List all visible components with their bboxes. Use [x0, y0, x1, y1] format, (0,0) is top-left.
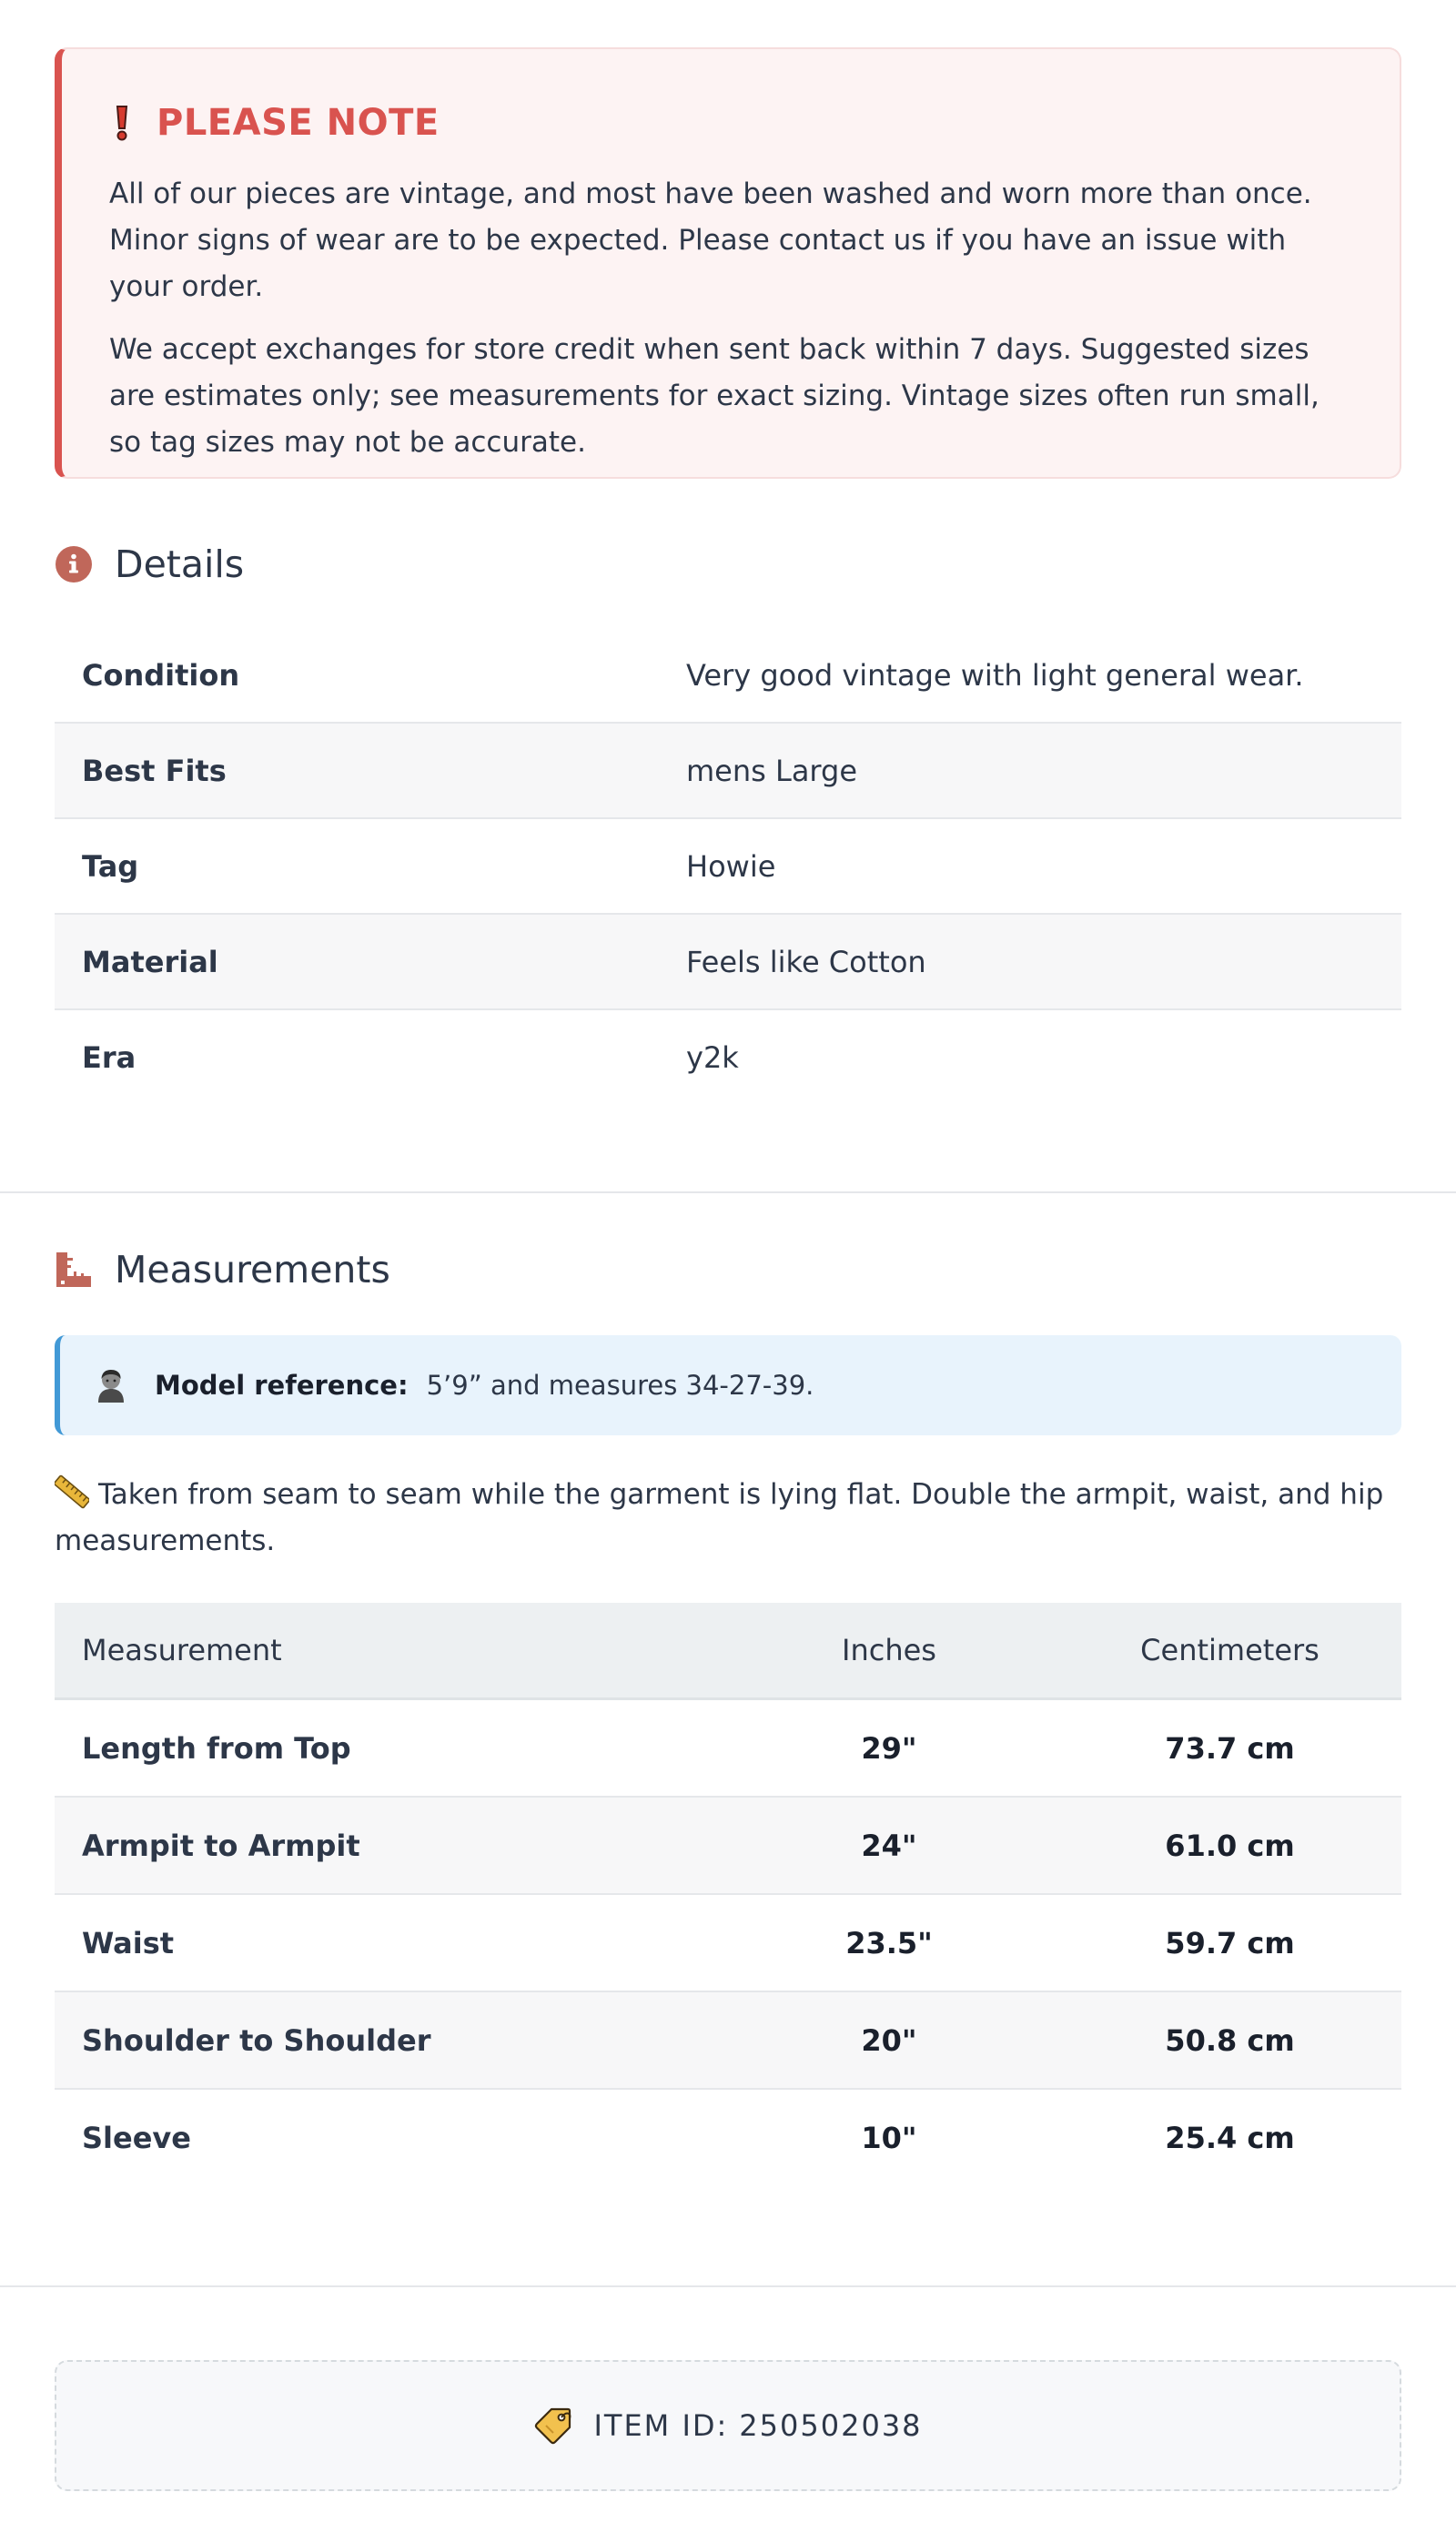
item-id-value: 250502038 — [739, 2408, 923, 2443]
item-id-box — [55, 2360, 1401, 2491]
person-icon — [93, 1367, 129, 1403]
table-row — [55, 1797, 1401, 1894]
measurement-name: Sleeve — [82, 2120, 191, 2155]
measurement-inches: 10" — [861, 2120, 917, 2155]
measurement-cm: 25.4 cm — [1165, 2120, 1295, 2155]
measurement-name: Length from Top — [55, 1699, 720, 1798]
measurement-inches: 23.5" — [720, 1894, 1058, 1991]
exclamation-icon — [109, 103, 135, 143]
model-reference-box — [55, 1335, 1401, 1435]
table-row — [55, 1699, 1401, 1798]
detail-label: Condition — [55, 628, 659, 723]
notice-title: PLEASE NOTE — [157, 102, 440, 144]
measurement-name: Shoulder to Shoulder — [55, 1991, 720, 2089]
measurement-inches: 20" — [720, 1991, 1058, 2089]
details-title: Details — [115, 542, 245, 586]
table-header-row — [55, 1603, 1401, 1699]
column-header: Inches — [720, 1603, 1058, 1699]
measurement-cm: 61.0 cm — [1058, 1797, 1401, 1894]
table-row — [55, 914, 1401, 1009]
notice-paragraph: All of our pieces are vintage, and most have been washed and worn more than once. Minor signs of wear are to be expected. Please contact us if you have an issue with your order. — [109, 177, 1312, 303]
model-reference-text: 5’9” and measures 34-27-39. — [426, 1370, 814, 1401]
measurement-note — [55, 1472, 1401, 1565]
detail-label: Era — [82, 1039, 136, 1075]
detail-label: Best Fits — [55, 723, 659, 818]
measurement-inches: 24" — [720, 1797, 1058, 1894]
ruler-icon — [55, 1474, 89, 1509]
table-row — [55, 1009, 1401, 1104]
section-divider — [0, 1191, 1456, 1193]
column-header: Measurement — [55, 1603, 720, 1699]
measurements-heading — [55, 1248, 1401, 1292]
measurements-title: Measurements — [115, 1248, 390, 1292]
table-row — [55, 723, 1401, 818]
measurement-cm: 73.7 cm — [1058, 1699, 1401, 1798]
detail-value: y2k — [686, 1039, 739, 1075]
section-divider — [0, 2285, 1456, 2287]
detail-value: Very good vintage with light general wear. — [659, 628, 1401, 723]
table-row — [55, 818, 1401, 914]
measurement-cm: 59.7 cm — [1058, 1894, 1401, 1991]
detail-value: Howie — [659, 818, 1401, 914]
detail-value: Feels like Cotton — [659, 914, 1401, 1009]
notice-header — [109, 102, 1352, 144]
details-heading — [55, 542, 1401, 586]
measurements-table — [55, 1603, 1401, 2185]
table-row — [55, 1894, 1401, 1991]
measurement-inches: 29" — [720, 1699, 1058, 1798]
detail-label: Tag — [55, 818, 659, 914]
detail-label: Material — [55, 914, 659, 1009]
column-header: Centimeters — [1058, 1603, 1401, 1699]
measurement-note-text: Taken from seam to seam while the garment is lying flat. Double the armpit, waist, and hip measurements. — [55, 1478, 1384, 1557]
item-id-label: ITEM ID: — [593, 2408, 729, 2443]
detail-value: mens Large — [659, 723, 1401, 818]
measurement-name: Armpit to Armpit — [55, 1797, 720, 1894]
info-icon — [55, 545, 93, 583]
measurement-name: Waist — [55, 1894, 720, 1991]
tag-icon — [533, 2406, 573, 2446]
table-row — [55, 1991, 1401, 2089]
table-row — [55, 628, 1401, 723]
measurement-cm: 50.8 cm — [1058, 1991, 1401, 2089]
table-row — [55, 2089, 1401, 2185]
model-reference-label: Model reference: — [155, 1370, 409, 1401]
ruler-triangle-icon — [55, 1251, 93, 1289]
please-note-box — [55, 47, 1401, 479]
details-table — [55, 628, 1401, 1104]
notice-paragraph: We accept exchanges for store credit when sent back within 7 days. Suggested sizes are estimates only; see measurements for exact sizing. Vintage sizes often run small, so tag sizes may not be accurate. — [109, 333, 1320, 459]
